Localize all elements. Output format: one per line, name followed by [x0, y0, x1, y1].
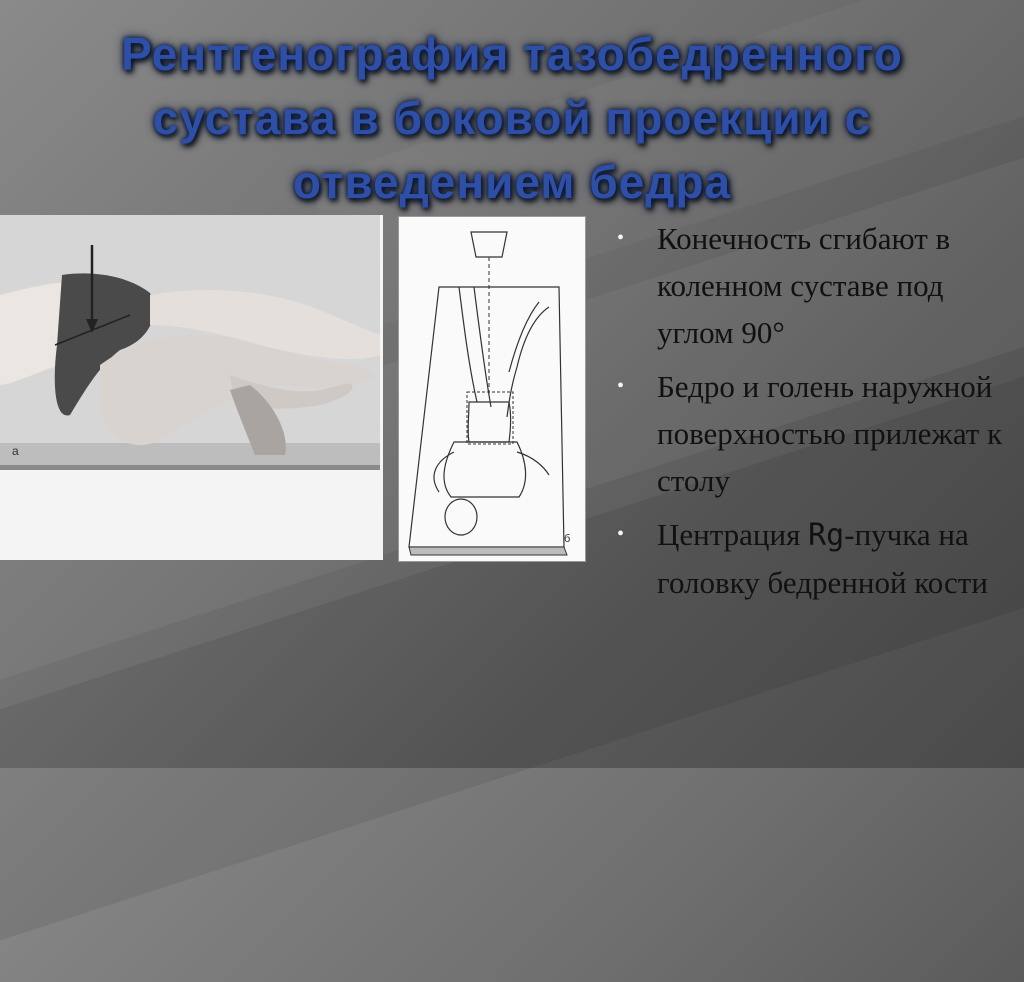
positioning-diagram: [398, 216, 586, 562]
bullet-item: [605, 511, 1005, 606]
photo-label: а: [12, 444, 19, 458]
bullet-icon: •: [617, 227, 625, 249]
slide-title: Рентгенография тазобедренного сустава в боковой проекции с отведением бедра: [121, 28, 903, 208]
photo-illustration: [0, 215, 383, 560]
bullet-text: Конечность сгибают в коленном суставе под углом 90°: [657, 221, 951, 350]
diagram-illustration: [399, 217, 585, 561]
patient-positioning-photo: [0, 215, 383, 560]
bullet-item: [605, 215, 1005, 356]
bullet-icon: •: [617, 523, 625, 545]
bullet-item: [605, 363, 1005, 504]
bullet-text-rg: Rg: [808, 518, 845, 553]
bullet-icon: •: [617, 375, 625, 397]
bullet-text: Бедро и голень наружной поверхностью прилежат к столу: [657, 369, 1003, 498]
bullet-text-part: -пучка на головку бедренной кости: [657, 517, 988, 600]
bullet-list: [605, 215, 1005, 613]
bullet-text-part: Центрация: [657, 517, 809, 552]
diagram-label: б: [564, 533, 571, 545]
